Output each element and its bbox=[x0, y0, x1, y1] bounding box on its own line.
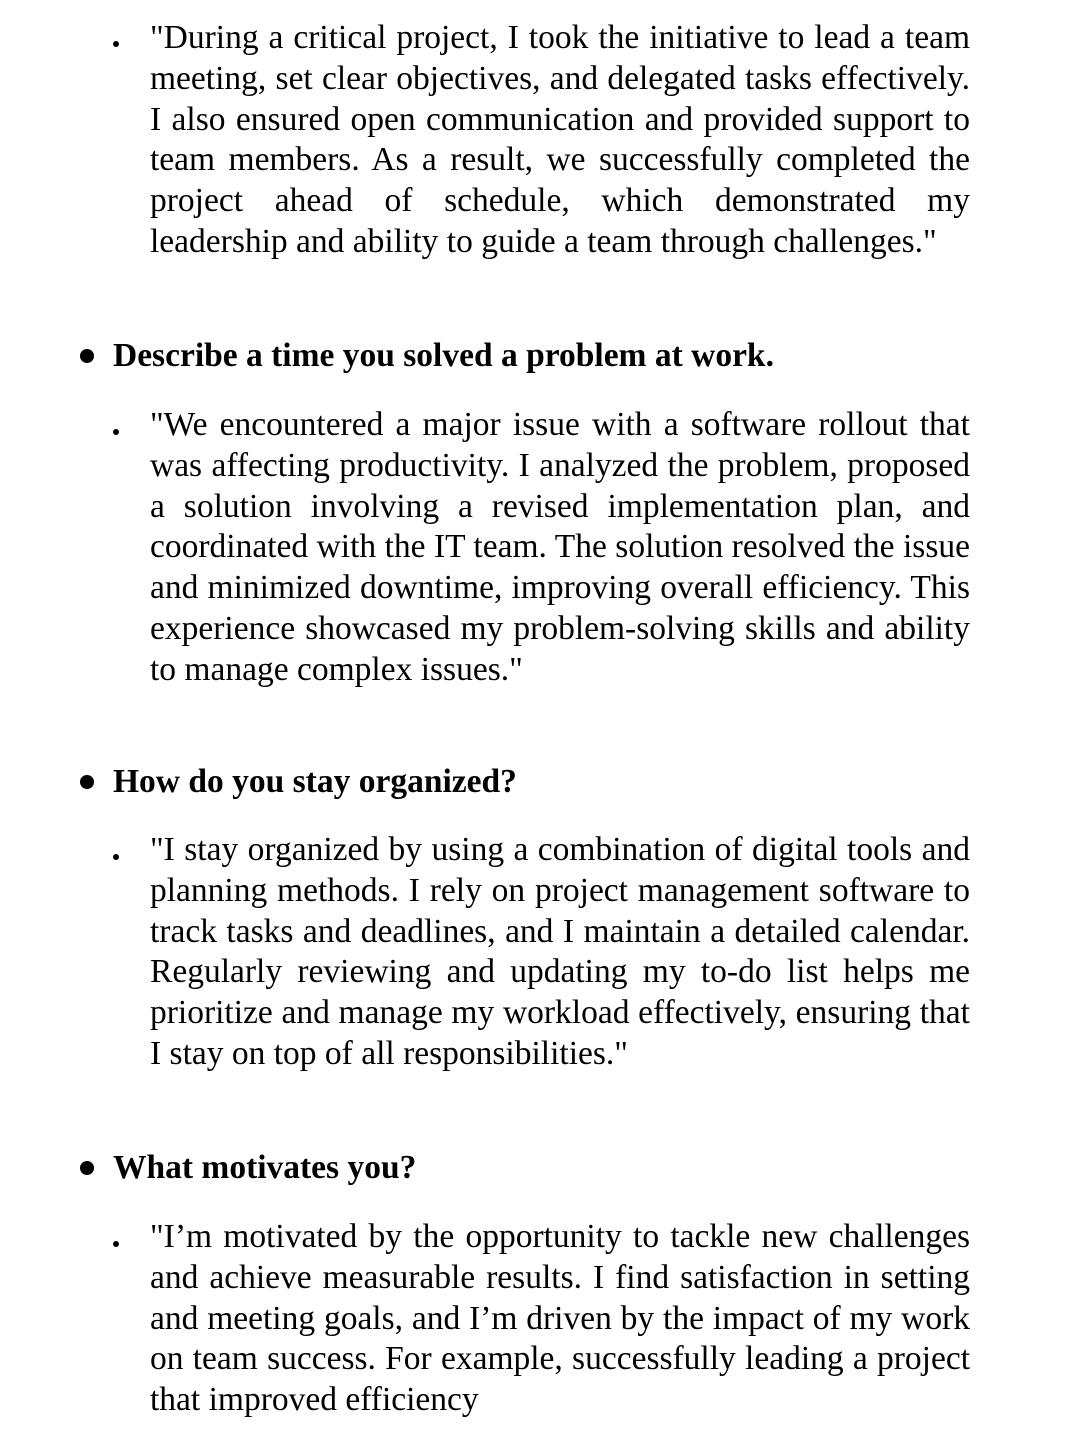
answer-organized: "I stay organized by using a combination of digital tools and planning methods. I rely on project management software to track tasks and deadlines, and I maintain a detailed calendar. Regularly reviewing and updating my to-do list helps me prioritize and manage my workload effectively, ensuring that I stay on top of all responsibilities." bbox=[150, 831, 970, 1072]
answer-bullet bbox=[113, 41, 123, 51]
question-motivation: What motivates you? bbox=[113, 1149, 417, 1186]
question-bullet bbox=[80, 1161, 96, 1177]
question-bullet bbox=[80, 349, 96, 365]
answer-bullet bbox=[113, 429, 123, 439]
answer-leadership: "During a critical project, I took the initiative to lead a team meeting, set clear objectives, and delegated tasks effectively. I also ensured open communication and provided support to team members. As a result, we successfully completed the project ahead of schedule, which demonstrated my leadership and ability to guide a team through challenges." bbox=[150, 19, 970, 260]
answer-bullet bbox=[113, 854, 123, 864]
question-bullet bbox=[80, 775, 96, 791]
answer-problem-solving: "We encountered a major issue with a software rollout that was affecting productivity. I analyzed the problem, proposed a solution involving a revised implementation plan, and coordinated with the IT team. The solution resolved the issue and minimized downtime, improving overall efficiency. This experience showcased my problem-solving skills and ability to manage complex issues." bbox=[150, 406, 970, 688]
answer-bullet bbox=[113, 1241, 123, 1251]
question-organized: How do you stay organized? bbox=[113, 763, 517, 800]
answer-motivation: "I’m motivated by the opportunity to tackle new challenges and achieve measurable results. I find satisfaction in setting and meeting goals, and I’m driven by the impact of my work on team success. For example, successfully leading a project that improved efficiency bbox=[150, 1218, 970, 1419]
question-problem-solving: Describe a time you solved a problem at work. bbox=[113, 337, 774, 374]
